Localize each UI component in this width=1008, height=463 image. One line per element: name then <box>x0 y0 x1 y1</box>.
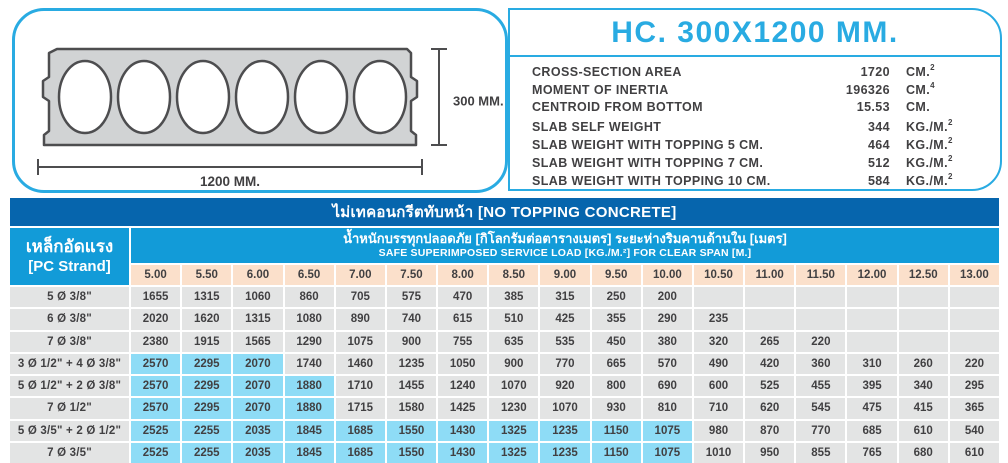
load-value-cell: 2380 <box>131 332 180 352</box>
span-header-cell: 11.50 <box>796 265 845 285</box>
load-value-cell: 570 <box>643 354 692 374</box>
load-value-cell: 665 <box>592 354 641 374</box>
spec-box <box>508 8 1002 191</box>
load-value-cell: 320 <box>694 332 743 352</box>
spec-value: 196326 <box>845 83 890 98</box>
load-value-cell: 615 <box>438 309 487 329</box>
load-value-cell: 420 <box>745 354 794 374</box>
load-value-cell <box>745 287 794 307</box>
load-value-cell: 800 <box>592 376 641 396</box>
load-value-cell: 385 <box>489 287 538 307</box>
load-value-cell: 575 <box>387 287 436 307</box>
load-value-cell: 1455 <box>387 376 436 396</box>
load-value-cell: 2035 <box>233 443 282 463</box>
load-value-cell: 1685 <box>336 421 385 441</box>
spec-row <box>532 173 986 191</box>
load-value-cell: 1655 <box>131 287 180 307</box>
load-value-cell: 395 <box>847 376 896 396</box>
width-dimension <box>38 159 422 175</box>
load-value-cell: 415 <box>899 398 948 418</box>
load-value-cell: 1235 <box>540 443 589 463</box>
load-value-cell: 600 <box>694 376 743 396</box>
load-value-cell: 1845 <box>285 421 334 441</box>
load-value-cell: 1150 <box>592 443 641 463</box>
spec-row <box>532 100 986 118</box>
load-value-cell: 1240 <box>438 376 487 396</box>
spec-unit: KG./M.$^2$ <box>906 172 953 189</box>
load-value-cell: 2035 <box>233 421 282 441</box>
load-value-cell: 2070 <box>233 376 282 396</box>
load-value-cell: 680 <box>899 443 948 463</box>
spec-label: MOMENT OF INERTIA <box>532 83 669 98</box>
load-value-cell: 2255 <box>182 421 231 441</box>
load-value-cell: 1075 <box>643 421 692 441</box>
load-value-cell: 490 <box>694 354 743 374</box>
spec-unit: KG./M.$^2$ <box>906 153 953 171</box>
pc-strand-header <box>10 228 129 285</box>
load-value-cell: 355 <box>592 309 641 329</box>
load-value-cell: 900 <box>387 332 436 352</box>
load-value-cell: 450 <box>592 332 641 352</box>
load-value-cell: 425 <box>540 309 589 329</box>
load-value-cell: 295 <box>950 376 999 396</box>
load-value-cell: 1290 <box>285 332 334 352</box>
load-value-cell: 235 <box>694 309 743 329</box>
load-value-cell: 1425 <box>438 398 487 418</box>
span-header-cell: 12.50 <box>899 265 948 285</box>
load-value-cell <box>899 309 948 329</box>
span-header-cell: 5.00 <box>131 265 180 285</box>
spec-label: SLAB SELF WEIGHT <box>532 119 662 134</box>
load-value-cell: 1235 <box>540 421 589 441</box>
load-value-cell: 1080 <box>285 309 334 329</box>
load-value-cell <box>899 332 948 352</box>
load-value-cell: 1050 <box>438 354 487 374</box>
load-value-cell: 2295 <box>182 376 231 396</box>
load-value-cell: 220 <box>796 332 845 352</box>
load-value-cell: 980 <box>694 421 743 441</box>
load-value-cell: 310 <box>847 354 896 374</box>
load-value-cell: 2020 <box>131 309 180 329</box>
page-title: HC. 300X1200 MM. <box>510 10 1000 57</box>
load-value-cell: 535 <box>540 332 589 352</box>
load-value-cell: 2570 <box>131 376 180 396</box>
load-value-cell: 1880 <box>285 398 334 418</box>
load-value-cell <box>745 309 794 329</box>
core-hole-1 <box>59 61 111 133</box>
load-value-cell: 620 <box>745 398 794 418</box>
row-label: 5 Ø 3/8" <box>10 287 129 307</box>
load-value-cell: 1915 <box>182 332 231 352</box>
span-header-cell: 6.50 <box>285 265 334 285</box>
load-value-cell: 1230 <box>489 398 538 418</box>
load-value-cell: 1315 <box>182 287 231 307</box>
load-value-cell: 690 <box>643 376 692 396</box>
span-header-cell: 13.00 <box>950 265 999 285</box>
load-value-cell: 810 <box>643 398 692 418</box>
load-value-cell: 1715 <box>336 398 385 418</box>
span-header-cell: 8.00 <box>438 265 487 285</box>
load-value-cell: 455 <box>796 376 845 396</box>
load-value-cell: 2525 <box>131 443 180 463</box>
row-label: 5 Ø 1/2" + 2 Ø 3/8" <box>10 376 129 396</box>
load-value-cell: 2255 <box>182 443 231 463</box>
load-value-cell: 610 <box>950 443 999 463</box>
span-header-cell: 12.00 <box>847 265 896 285</box>
load-value-cell: 1880 <box>285 376 334 396</box>
load-value-cell: 710 <box>694 398 743 418</box>
spec-value: 464 <box>867 137 890 152</box>
load-value-cell: 1315 <box>233 309 282 329</box>
load-value-cell: 545 <box>796 398 845 418</box>
load-value-cell: 1430 <box>438 443 487 463</box>
load-value-cell: 2070 <box>233 398 282 418</box>
row-label: 7 Ø 1/2" <box>10 398 129 418</box>
load-value-cell: 950 <box>745 443 794 463</box>
span-header-cell: 9.00 <box>540 265 589 285</box>
load-value-cell: 470 <box>438 287 487 307</box>
load-value-cell: 860 <box>285 287 334 307</box>
load-value-cell: 770 <box>796 421 845 441</box>
load-value-cell: 610 <box>899 421 948 441</box>
spec-label: SLAB WEIGHT WITH TOPPING 5 CM. <box>532 137 764 152</box>
spec-value: 344 <box>867 119 890 134</box>
load-value-cell: 525 <box>745 376 794 396</box>
load-value-cell: 510 <box>489 309 538 329</box>
core-hole-3 <box>177 61 229 133</box>
spec-label: CROSS-SECTION AREA <box>532 65 682 80</box>
hollow-core-slab-drawing <box>15 11 505 190</box>
load-header-english: SAFE SUPERIMPOSED SERVICE LOAD [KG./M.²] FOR CLEAR SPAN [M.] <box>378 247 752 260</box>
load-value-cell: 1150 <box>592 421 641 441</box>
load-value-cell: 265 <box>745 332 794 352</box>
load-value-cell <box>847 332 896 352</box>
load-value-cell: 2570 <box>131 398 180 418</box>
load-table <box>10 198 999 463</box>
load-value-cell: 220 <box>950 354 999 374</box>
load-header-thai: น้ำหนักบรรทุกปลอดภัย [กิโลกรัมต่อตารางเมตร] ระยะห่างริมคานด้านใน [เมตร] <box>343 230 787 246</box>
load-value-cell: 1070 <box>489 376 538 396</box>
spec-row <box>532 82 986 100</box>
load-value-cell: 250 <box>592 287 641 307</box>
load-value-cell: 855 <box>796 443 845 463</box>
spec-unit: KG./M.$^2$ <box>906 117 953 134</box>
load-value-cell: 380 <box>643 332 692 352</box>
load-value-cell: 1075 <box>643 443 692 463</box>
span-header-cell: 7.50 <box>387 265 436 285</box>
spec-list <box>510 57 1000 191</box>
load-value-cell <box>796 287 845 307</box>
spec-value: 1720 <box>860 65 890 80</box>
load-value-cell: 770 <box>540 354 589 374</box>
core-hole-2 <box>118 61 170 133</box>
load-value-cell: 705 <box>336 287 385 307</box>
load-value-cell <box>796 309 845 329</box>
load-value-cell: 1550 <box>387 443 436 463</box>
spec-unit: CM. <box>906 100 931 115</box>
load-value-cell: 365 <box>950 398 999 418</box>
height-dimension-label: 300 MM. <box>453 93 504 109</box>
load-value-cell: 260 <box>899 354 948 374</box>
load-value-cell: 1620 <box>182 309 231 329</box>
span-header-cell: 10.00 <box>643 265 692 285</box>
load-value-cell: 740 <box>387 309 436 329</box>
spec-row <box>532 119 986 137</box>
load-value-cell: 1845 <box>285 443 334 463</box>
spec-row <box>532 64 986 82</box>
spec-label: SLAB WEIGHT WITH TOPPING 10 CM. <box>532 174 771 189</box>
span-header-cell: 8.50 <box>489 265 538 285</box>
height-dimension <box>431 49 447 145</box>
pc-strand-header-en: [PC Strand] <box>28 257 111 275</box>
load-value-cell: 1580 <box>387 398 436 418</box>
load-value-cell: 870 <box>745 421 794 441</box>
core-hole-5 <box>295 61 347 133</box>
spec-label: CENTROID FROM BOTTOM <box>532 100 703 115</box>
load-value-cell: 890 <box>336 309 385 329</box>
table-title: ไม่เทคอนกรีตทับหน้า [NO TOPPING CONCRETE] <box>10 198 999 226</box>
load-value-cell: 2295 <box>182 354 231 374</box>
load-value-cell: 765 <box>847 443 896 463</box>
load-value-cell: 1430 <box>438 421 487 441</box>
load-value-cell <box>899 287 948 307</box>
row-label: 7 Ø 3/8" <box>10 332 129 352</box>
load-value-cell <box>950 309 999 329</box>
load-value-cell: 1060 <box>233 287 282 307</box>
row-label: 6 Ø 3/8" <box>10 309 129 329</box>
load-value-cell: 930 <box>592 398 641 418</box>
load-value-cell: 920 <box>540 376 589 396</box>
load-value-cell: 2295 <box>182 398 231 418</box>
core-hole-6 <box>354 61 406 133</box>
load-value-cell: 2570 <box>131 354 180 374</box>
spec-label: SLAB WEIGHT WITH TOPPING 7 CM. <box>532 156 764 171</box>
load-value-cell <box>694 287 743 307</box>
load-value-cell: 290 <box>643 309 692 329</box>
spec-value: 512 <box>867 156 890 171</box>
load-value-cell: 1740 <box>285 354 334 374</box>
load-value-cell: 1685 <box>336 443 385 463</box>
core-hole-4 <box>236 61 288 133</box>
load-value-cell: 360 <box>796 354 845 374</box>
load-value-cell: 685 <box>847 421 896 441</box>
row-label: 5 Ø 3/5" + 2 Ø 1/2" <box>10 421 129 441</box>
spec-value: 15.53 <box>856 100 890 115</box>
load-value-cell: 1075 <box>336 332 385 352</box>
row-label: 7 Ø 3/5" <box>10 443 129 463</box>
load-value-cell: 475 <box>847 398 896 418</box>
span-header-cell: 9.50 <box>592 265 641 285</box>
load-value-cell: 1325 <box>489 421 538 441</box>
load-value-cell: 340 <box>899 376 948 396</box>
cross-section-diagram <box>12 8 508 193</box>
load-value-cell: 540 <box>950 421 999 441</box>
spec-row <box>532 137 986 155</box>
load-value-cell: 1070 <box>540 398 589 418</box>
pc-strand-header-th: เหล็กอัดแรง <box>25 237 114 257</box>
spec-row <box>532 155 986 173</box>
load-value-cell: 635 <box>489 332 538 352</box>
load-value-cell: 200 <box>643 287 692 307</box>
load-value-cell: 2070 <box>233 354 282 374</box>
load-value-cell: 1325 <box>489 443 538 463</box>
load-value-cell <box>950 332 999 352</box>
load-value-cell: 315 <box>540 287 589 307</box>
load-value-cell: 1550 <box>387 421 436 441</box>
span-header-cell: 6.00 <box>233 265 282 285</box>
load-value-cell: 1710 <box>336 376 385 396</box>
load-value-cell <box>847 287 896 307</box>
load-value-cell: 1235 <box>387 354 436 374</box>
load-value-cell <box>950 287 999 307</box>
spec-unit: CM.$^2$ <box>906 63 935 80</box>
load-table-grid <box>10 228 999 463</box>
span-header-cell: 10.50 <box>694 265 743 285</box>
spec-unit: CM.$^4$ <box>906 81 935 98</box>
row-label: 3 Ø 1/2" + 4 Ø 3/8" <box>10 354 129 374</box>
load-value-cell: 2525 <box>131 421 180 441</box>
spec-unit: KG./M.$^2$ <box>906 135 953 152</box>
width-dimension-label: 1200 MM. <box>199 174 261 189</box>
span-header-cell: 5.50 <box>182 265 231 285</box>
load-column-group-header <box>131 228 999 263</box>
load-value-cell: 900 <box>489 354 538 374</box>
load-value-cell: 755 <box>438 332 487 352</box>
load-value-cell: 1460 <box>336 354 385 374</box>
load-value-cell <box>847 309 896 329</box>
load-value-cell: 1565 <box>233 332 282 352</box>
spec-value: 584 <box>867 174 890 189</box>
span-header-cell: 11.00 <box>745 265 794 285</box>
load-value-cell: 1010 <box>694 443 743 463</box>
span-header-cell: 7.00 <box>336 265 385 285</box>
